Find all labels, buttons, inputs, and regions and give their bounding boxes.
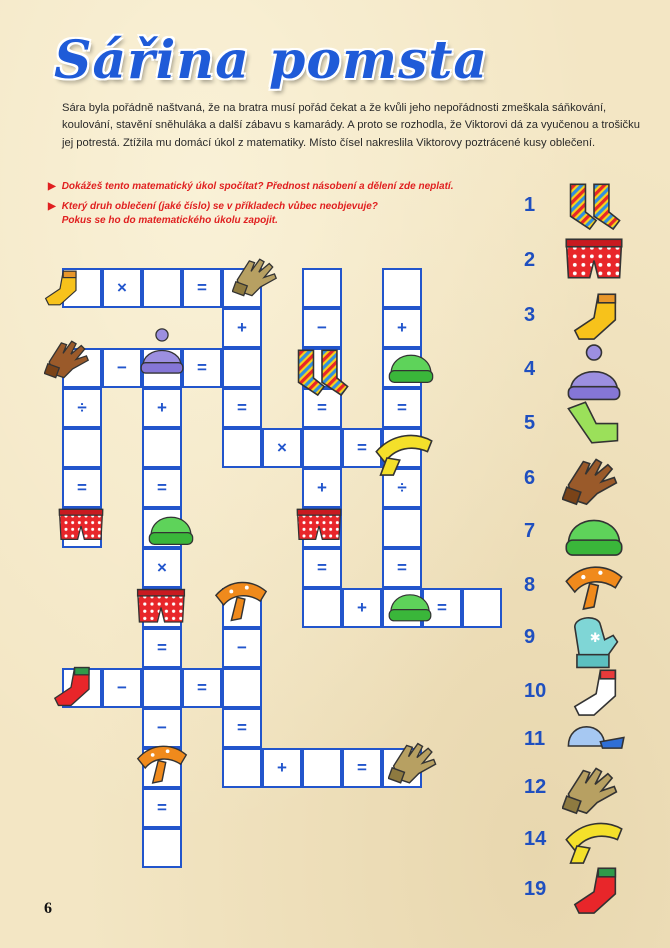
svg-text:✱: ✱ — [589, 629, 601, 645]
operator-symbol: = — [77, 478, 87, 497]
task-2 — [48, 200, 378, 228]
orange-scarf-icon — [134, 740, 190, 792]
green-hat-icon — [386, 344, 436, 391]
grid-cell — [222, 668, 262, 708]
operator-symbol: = — [237, 718, 247, 737]
legend-number: 1 — [524, 194, 536, 216]
operator-plus — [342, 588, 382, 628]
operator-equals — [182, 348, 222, 388]
legend-number: 5 — [524, 412, 536, 434]
legend-number: 11 — [524, 728, 546, 750]
operator-equals — [182, 668, 222, 708]
brown-glove-icon — [44, 336, 96, 384]
operator-symbol: + — [397, 318, 407, 337]
orange-scarf-icon — [562, 560, 626, 618]
yellow-sock-icon — [562, 290, 626, 348]
operator-symbol: + — [317, 478, 327, 497]
grid-cell — [302, 748, 342, 788]
red-sock-icon — [562, 864, 626, 922]
grid-cell — [222, 748, 262, 788]
grid-cell — [462, 588, 502, 628]
grid-cell — [302, 588, 342, 628]
brown-glove-icon — [562, 453, 626, 511]
task-2-text-line2: Pokus se ho do matematického úkolu zapojit. — [61, 215, 278, 226]
operator-plus — [222, 308, 262, 348]
olive-glove-icon — [232, 254, 284, 302]
red-shorts-icon — [562, 235, 626, 287]
operator-symbol: = — [157, 798, 167, 817]
operator-symbol: = — [317, 558, 327, 577]
operator-times — [142, 548, 182, 588]
operator-minus — [102, 668, 142, 708]
operator-equals — [382, 548, 422, 588]
operator-equals — [62, 468, 102, 508]
grid-cell — [222, 348, 262, 388]
operator-symbol: + — [157, 398, 167, 417]
legend-number: 10 — [524, 680, 547, 702]
operator-equals — [142, 468, 182, 508]
operator-equals — [342, 748, 382, 788]
legend-number: 2 — [524, 249, 536, 271]
operator-times — [102, 268, 142, 308]
grid-cell — [302, 268, 342, 308]
operator-minus — [222, 628, 262, 668]
operator-symbol: − — [317, 318, 327, 337]
orange-scarf-icon — [212, 576, 270, 629]
operator-symbol: = — [157, 638, 167, 657]
operator-plus — [302, 468, 342, 508]
legend-number: 12 — [524, 776, 547, 798]
operator-plus — [382, 308, 422, 348]
operator-symbol: − — [117, 678, 127, 697]
legend-number: 7 — [524, 520, 536, 542]
operator-divide — [62, 388, 102, 428]
olive-glove-icon — [388, 738, 444, 790]
operator-symbol: × — [117, 278, 127, 297]
operator-equals — [222, 388, 262, 428]
operator-equals — [222, 708, 262, 748]
operator-symbol: ÷ — [397, 478, 407, 497]
operator-symbol: + — [237, 318, 247, 337]
task-2-text-line1: Který druh oblečení (jaké číslo) se v příkladech vůbec neobjevuje? — [61, 201, 378, 212]
operator-equals — [302, 548, 342, 588]
legend-number: 8 — [524, 574, 536, 596]
operator-symbol: = — [357, 758, 367, 777]
operator-equals — [142, 788, 182, 828]
olive-glove-icon — [562, 762, 626, 820]
operator-symbol: + — [277, 758, 287, 777]
legend-number: 3 — [524, 304, 536, 326]
operator-symbol: = — [397, 558, 407, 577]
operator-plus — [262, 748, 302, 788]
legend-number: 6 — [524, 467, 536, 489]
green-hat-icon — [386, 584, 434, 629]
green-hat-icon — [146, 506, 196, 553]
purple-hat-icon — [136, 328, 188, 382]
green-sock-icon — [562, 398, 626, 456]
operator-times — [262, 428, 302, 468]
striped-sock-pair-icon — [562, 180, 626, 238]
legend-number: 9 — [524, 626, 536, 648]
grid-cell — [142, 268, 182, 308]
grid-cell — [142, 828, 182, 868]
operator-symbol: − — [157, 718, 167, 737]
operator-symbol: + — [357, 598, 367, 617]
red-shorts-icon — [56, 506, 106, 548]
operator-symbol: = — [437, 598, 447, 617]
operator-symbol: = — [237, 398, 247, 417]
yellow-scarf-icon — [372, 426, 436, 484]
legend-number: 14 — [524, 828, 547, 850]
grid-cell — [142, 428, 182, 468]
red-shorts-icon — [294, 506, 344, 548]
operator-symbol: × — [277, 438, 287, 457]
grid-cell — [142, 668, 182, 708]
operator-symbol: = — [357, 438, 367, 457]
operator-symbol: = — [197, 278, 207, 297]
blue-cap-icon — [562, 714, 626, 766]
operator-plus — [142, 388, 182, 428]
page-number: 6 — [44, 900, 52, 917]
grid-cell — [222, 428, 262, 468]
operator-symbol: = — [197, 678, 207, 697]
operator-symbol: = — [317, 398, 327, 417]
grid-cell — [302, 428, 342, 468]
grid-cell — [62, 428, 102, 468]
operator-symbol: = — [157, 478, 167, 497]
operator-minus — [302, 308, 342, 348]
grid-cell — [382, 268, 422, 308]
operator-symbol: = — [197, 358, 207, 377]
operator-symbol: ÷ — [77, 398, 87, 417]
striped-sock-pair-icon — [290, 346, 354, 404]
operator-equals — [182, 268, 222, 308]
green-hat-icon — [562, 506, 626, 564]
task-1-text: Dokážeš tento matematický úkol spočítat? Přednost násobení a dělení zde neplatí. — [61, 181, 454, 192]
grid-cell — [382, 508, 422, 548]
task-arrow-icon: ▶ — [48, 181, 56, 192]
task-arrow-icon: ▶ — [48, 201, 56, 212]
red-sock-icon — [44, 664, 98, 714]
operator-symbol: − — [117, 358, 127, 377]
operator-symbol: − — [237, 638, 247, 657]
page-title: Sářina pomsta — [54, 30, 489, 91]
operator-equals — [382, 388, 422, 428]
operator-symbol: = — [397, 398, 407, 417]
operator-equals — [142, 628, 182, 668]
legend-number: 4 — [524, 358, 536, 380]
intro-paragraph: Sára byla pořádně naštvaná, že na bratra musí pořád čekat a že kvůli jeho nepořádnosti zmeškala sáňkování, koulování, stavění sněhuláka a další zábavu s kamarády. A proto se rozhodla, že Viktorovi dá za vyučenou a trošičku jej potrestá. Ztížila mu domácí úkol z matematiky. Místo čísel nakreslila Viktorovy poztrácené kusy oblečení. — [62, 102, 640, 149]
red-shorts-icon — [134, 586, 188, 631]
operator-symbol: × — [157, 558, 167, 577]
yellow-sock-icon — [36, 268, 84, 313]
legend-number: 19 — [524, 878, 547, 900]
task-1 — [48, 180, 453, 194]
